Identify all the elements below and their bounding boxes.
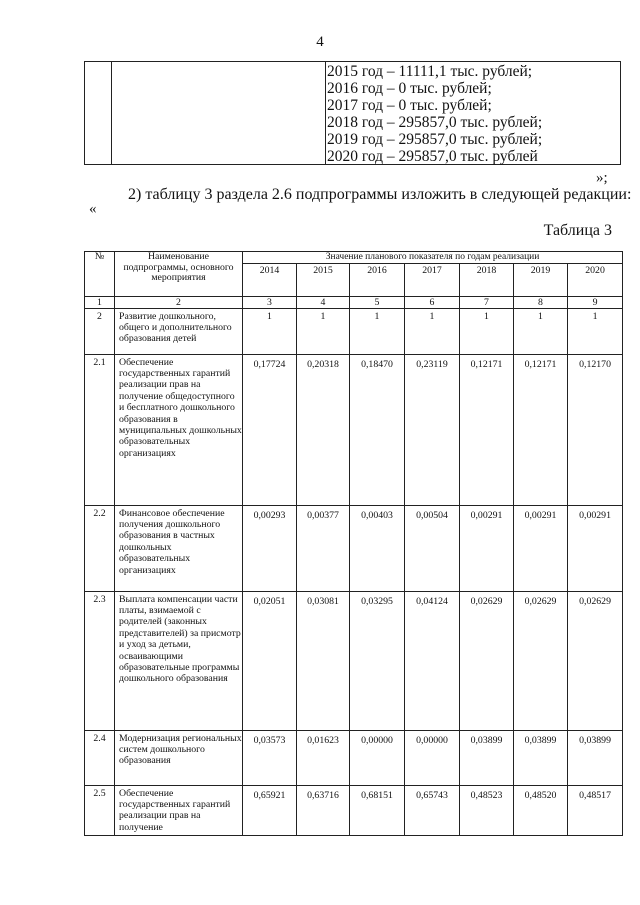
- row-value: 0,01623: [297, 730, 350, 785]
- column-number: 7: [460, 296, 514, 308]
- row-value: 0,00291: [514, 505, 568, 591]
- row-name: Обеспечение государственных гарантий реализации прав на получение общедоступного и бесплатного дошкольного образования в муниципальных дошкольных образовательных организациях: [115, 354, 243, 505]
- table-row: [85, 308, 623, 354]
- row-value: 0,12171: [514, 354, 568, 505]
- row-value: 0,17724: [243, 354, 297, 505]
- row-value: 0,03899: [460, 730, 514, 785]
- column-number: 3: [243, 296, 297, 308]
- row-value: 1: [460, 308, 514, 354]
- row-number: 2.4: [85, 730, 115, 785]
- row-value: 0,12170: [568, 354, 623, 505]
- year-header: 2017: [405, 263, 460, 296]
- funding-line: 2020 год – 295857,0 тыс. рублей: [327, 148, 538, 165]
- row-number: 2.2: [85, 505, 115, 591]
- indicator-table: [84, 251, 623, 836]
- row-value: 0,03081: [297, 591, 350, 730]
- row-value: 0,48520: [514, 785, 568, 835]
- year-header: 2020: [568, 263, 623, 296]
- row-value: 0,48517: [568, 785, 623, 835]
- row-value: 0,00377: [297, 505, 350, 591]
- row-name: Финансовое обеспечение получения дошкольного образования в частных дошкольных образовательных организациях: [115, 505, 243, 591]
- row-value: 1: [568, 308, 623, 354]
- row-name: Обеспечение государственных гарантий реализации прав на получение: [115, 785, 243, 835]
- funding-line: 2019 год – 295857,0 тыс. рублей;: [327, 131, 543, 148]
- funding-by-year-list: [327, 63, 617, 165]
- row-name: Выплата компенсации части платы, взимаемой с родителей (законных представителей) за присмотр и уход за детьми, осваивающими образовательные программы дошкольного образования: [115, 591, 243, 730]
- table-caption: Таблица 3: [543, 222, 612, 239]
- opening-quote-mark: «: [89, 201, 97, 217]
- column-number-row: [85, 296, 623, 308]
- column-header-years-title: Значение планового показателя по годам реализации: [243, 252, 623, 264]
- row-value: 0,23119: [405, 354, 460, 505]
- row-value: 0,04124: [405, 591, 460, 730]
- row-value: 0,02629: [514, 591, 568, 730]
- funding-line: 2017 год – 0 тыс. рублей;: [327, 97, 492, 114]
- closing-quote-mark: »;: [596, 170, 608, 186]
- row-value: 1: [243, 308, 297, 354]
- row-value: 0,65743: [405, 785, 460, 835]
- table-row: [85, 591, 623, 730]
- row-value: 0,48523: [460, 785, 514, 835]
- column-header-name: Наименование подпрограммы, основного мероприятия: [115, 252, 243, 297]
- row-value: 0,00000: [350, 730, 405, 785]
- row-value: 0,03899: [568, 730, 623, 785]
- row-name: Модернизация региональных систем дошкольного образования: [115, 730, 243, 785]
- row-value: 0,02629: [568, 591, 623, 730]
- funding-line: 2015 год – 11111,1 тыс. рублей;: [327, 63, 533, 80]
- row-value: 0,00403: [350, 505, 405, 591]
- table-row: [85, 354, 623, 505]
- table-row: [85, 505, 623, 591]
- row-value: 0,20318: [297, 354, 350, 505]
- row-value: 0,00291: [460, 505, 514, 591]
- row-value: 0,00000: [405, 730, 460, 785]
- column-number: 6: [405, 296, 460, 308]
- row-value: 1: [350, 308, 405, 354]
- row-number: 2.1: [85, 354, 115, 505]
- year-header: 2015: [297, 263, 350, 296]
- row-value: 0,00293: [243, 505, 297, 591]
- row-value: 0,65921: [243, 785, 297, 835]
- row-number: 2: [85, 308, 115, 354]
- table-row: [85, 785, 623, 835]
- column-number: 8: [514, 296, 568, 308]
- row-value: 0,63716: [297, 785, 350, 835]
- column-number: 2: [115, 296, 243, 308]
- funding-line: 2018 год – 295857,0 тыс. рублей;: [327, 114, 543, 131]
- year-header: 2014: [243, 263, 297, 296]
- year-header: 2019: [514, 263, 568, 296]
- continuation-table-col-1: [85, 62, 112, 164]
- row-value: 0,03899: [514, 730, 568, 785]
- funding-line: 2016 год – 0 тыс. рублей;: [327, 80, 492, 97]
- row-value: 1: [514, 308, 568, 354]
- column-number: 9: [568, 296, 623, 308]
- row-value: 1: [297, 308, 350, 354]
- row-value: 0,02629: [460, 591, 514, 730]
- row-value: 0,68151: [350, 785, 405, 835]
- year-header: 2016: [350, 263, 405, 296]
- continuation-table: [84, 61, 621, 165]
- amendment-instruction: 2) таблицу 3 раздела 2.6 подпрограммы изложить в следующей редакции:: [128, 186, 632, 203]
- row-value: 0,18470: [350, 354, 405, 505]
- row-value: 0,02051: [243, 591, 297, 730]
- row-number: 2.3: [85, 591, 115, 730]
- column-header-number: №: [85, 252, 115, 297]
- row-value: 1: [405, 308, 460, 354]
- continuation-table-col-2: [111, 62, 326, 164]
- year-header: 2018: [460, 263, 514, 296]
- row-value: 0,12171: [460, 354, 514, 505]
- table-row: [85, 730, 623, 785]
- row-value: 0,00504: [405, 505, 460, 591]
- row-value: 0,00291: [568, 505, 623, 591]
- row-number: 2.5: [85, 785, 115, 835]
- column-number: 5: [350, 296, 405, 308]
- column-number: 1: [85, 296, 115, 308]
- column-number: 4: [297, 296, 350, 308]
- page-number: 4: [316, 34, 324, 50]
- row-value: 0,03573: [243, 730, 297, 785]
- row-name: Развитие дошкольного, общего и дополнительного образования детей: [115, 308, 243, 354]
- row-value: 0,03295: [350, 591, 405, 730]
